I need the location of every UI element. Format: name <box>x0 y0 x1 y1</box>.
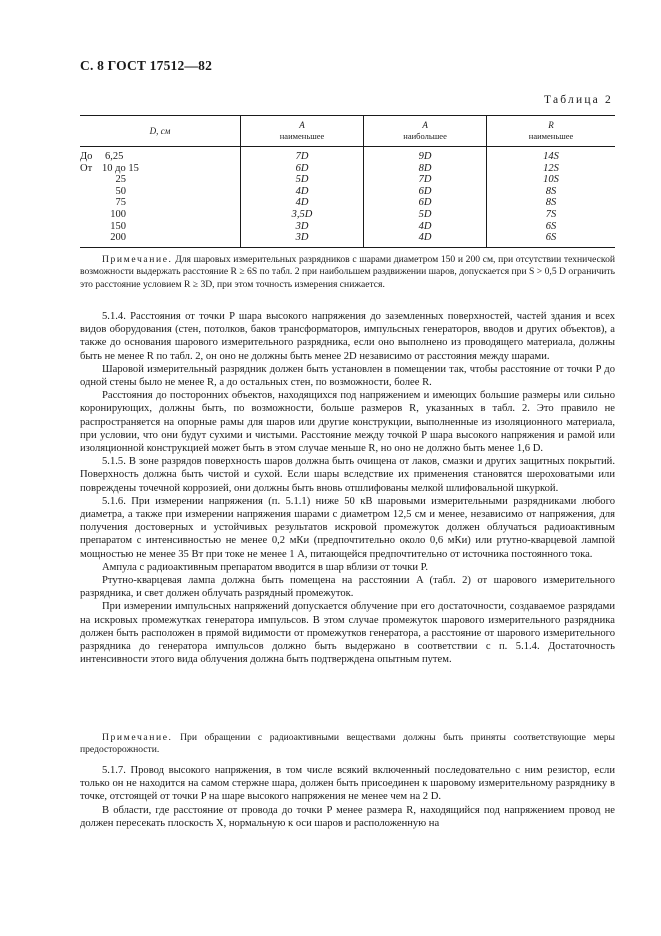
col-header-r-min-symbol: R <box>548 120 554 130</box>
cell-a-max: 5D <box>364 209 487 221</box>
col-header-a-min-sub: наименьшее <box>279 131 325 141</box>
cell-a-max: 8D <box>364 163 487 175</box>
table-row <box>80 209 615 221</box>
paragraph-impulse: При измерении импульсных напряжений допускается облучение при его достаточности, создаваемое разрядами на искровых промежутках генератора импульсов. В этом случае промежуток шарового измерительного разрядника должен быть расположен в прямой видимости от промежутков генератора, а расстояние от шарового измерительного разрядника до генератора импульсов должно быть выдержано в соответствии с п. 5.1.4. Достаточность интенсивности этого вида облучения должна быть подтверждена опытным путем. <box>80 601 615 666</box>
cell-r-min: 10S <box>487 174 615 186</box>
table-header-row <box>80 116 615 147</box>
cell-a-max: 4D <box>364 232 487 247</box>
col-header-a-max <box>364 116 487 147</box>
body-text-2 <box>80 764 615 830</box>
radioactive-note-paragraph <box>80 732 615 757</box>
cell-a-max: 9D <box>364 147 487 163</box>
cell-d-value: 100 <box>110 208 126 220</box>
body-text-1 <box>80 310 615 666</box>
page-header: С. 8 ГОСТ 17512—82 <box>80 58 213 73</box>
paragraph-5-1-6: 5.1.6. При измерении напряжения (п. 5.1.1) ниже 50 кВ шаровыми измерительными разрядниками любого диаметра, а также при измерении напряжения шарами с диаметром 12,5 см и менее, независимо от напряжения, для получения достоверных и устойчивых результатов искровой промежуток должен облучаться радиоактивным препаратом с интенсивностью не менее 0,2 мКи (предпочтительно около 0,6 мКи) или ртутно-кварцевой лампой мощностью не менее 35 Вт при токе не менее 1 А, питающейся предпочтительно от источника постоянного тока. <box>80 495 615 560</box>
cell-d <box>80 232 241 247</box>
paragraph-ampoule: Ампула с радиоактивным препаратом вводится в шар вблизи от точки P. <box>102 561 429 573</box>
cell-d-prefix: От <box>80 162 93 174</box>
cell-d <box>80 197 241 209</box>
col-header-a-min <box>241 116 364 147</box>
table-row <box>80 186 615 198</box>
cell-d-value: 6,25 <box>105 151 124 162</box>
cell-a-min: 3D <box>241 232 364 247</box>
table-label: Таблица 2 <box>544 94 613 106</box>
distance-table <box>80 115 615 248</box>
table-note-paragraph <box>80 254 615 291</box>
paragraph-5-1-4: 5.1.4. Расстояния от точки P шара высокого напряжения до заземленных поверхностей, частей здания и всех видов оборудования (стен, потолков, баков трансформаторов, импульсных генераторов, вводов и других объектов), а также до основания шарового измерительного разрядника, если оно выполнено из проводящего материала, должны быть не менее R по табл. 2, он оно не должны быть менее 2D независимо от расстояния между шарами. <box>80 311 615 362</box>
cell-d <box>80 209 241 221</box>
cell-r-min: 8S <box>487 197 615 209</box>
table-row <box>80 197 615 209</box>
cell-r-min: 14S <box>487 147 615 163</box>
cell-a-min: 6D <box>241 163 364 175</box>
cell-d-prefix: До <box>80 151 93 162</box>
paragraph-5-1-5: 5.1.5. В зоне разрядов поверхность шаров должна быть очищена от лаков, смазки и других защитных покрытий. Поверхность должна быть чистой и сухой. Если шары вследствие их применения становятся шероховатыми или повреждены точечной коррозией, они должны быть вновь отшлифованы мелкой шлифовальной шкуркой. <box>80 456 615 494</box>
cell-d <box>80 186 241 198</box>
col-header-a-min-symbol: A <box>299 120 305 130</box>
table-row <box>80 163 615 175</box>
table-row <box>80 221 615 233</box>
cell-a-min: 3D <box>241 221 364 233</box>
col-header-a-max-symbol: A <box>422 120 428 130</box>
cell-a-min: 3,5D <box>241 209 364 221</box>
col-header-r-min-sub: наименьшее <box>528 131 574 141</box>
cell-a-min: 4D <box>241 197 364 209</box>
cell-r-min: 6S <box>487 232 615 247</box>
cell-r-min: 12S <box>487 163 615 175</box>
table-note-label: Примечание. <box>102 254 173 265</box>
cell-d-value: 150 <box>110 220 126 232</box>
paragraph-5-1-7: 5.1.7. Провод высокого напряжения, в том числе всякий включенный последовательно с ним резистор, если только он не находится на самом стержне шара, должен быть присоединен к шаровому измерительному разряднику в точке, отстоящей от точки P на шаре высокого напряжения не менее чем на 2 D. <box>80 765 615 803</box>
cell-d-value: 25 <box>115 174 126 186</box>
table-note-text: Для шаровых измерительных разрядников с шарами диаметром 150 и 200 см, при отсутствии технической возможности выдержать расстояние R ≥ 6S по табл. 2 при наибольшем раздвижении шаров, допускается при S > 0,5 D ограничить это расстояние условием R ≥ 3D, при этом точность измерения снижается. <box>80 254 615 290</box>
cell-d-value: 75 <box>115 197 126 209</box>
cell-d <box>80 221 241 233</box>
col-header-d-symbol: D, см <box>149 125 171 136</box>
radioactive-note <box>80 732 615 757</box>
cell-d <box>80 163 241 175</box>
table-2 <box>80 115 615 248</box>
cell-d-value: 50 <box>115 185 126 197</box>
col-header-r-min <box>487 116 615 147</box>
radioactive-note-label: Примечание. <box>102 732 173 743</box>
cell-a-max: 6D <box>364 186 487 198</box>
cell-d-value: 200 <box>110 232 126 244</box>
table-row <box>80 147 615 163</box>
cell-a-max: 4D <box>364 221 487 233</box>
cell-d-value: 10 до 15 <box>102 162 139 174</box>
cell-a-max: 6D <box>364 197 487 209</box>
col-header-d <box>80 116 241 147</box>
paragraph-wire-region: В области, где расстояние от провода до точки P менее размера R, находящийся под напряжением провод не должен пересекать плоскость X, нормальную к оси шаров и расположенную на <box>80 804 615 829</box>
cell-r-min: 8S <box>487 186 615 198</box>
cell-a-max: 7D <box>364 174 487 186</box>
cell-a-min: 7D <box>241 147 364 163</box>
paragraph-lamp: Ртутно-кварцевая лампа должна быть помещена на расстоянии A (табл. 2) от шарового измерительного разрядника, и свет должен облучать разрядный промежуток. <box>80 575 615 600</box>
cell-d <box>80 147 241 163</box>
col-header-a-max-sub: наибольшее <box>403 131 447 141</box>
paragraph-foreign-objects: Расстояния до посторонних объектов, находящихся под напряжением и имеющих большие размеры или сильно коронирующих, должны быть, по возможности, больше размеров R, указанных в табл. 2. Это правило не распространяется на опорные рамы для шаров или другие конструкции, выполненные из изоляционного материала, при условии, что они будут сухими и чистыми. Расстояние между точкой P шара высокого напряжения и рамой или изоляционной конструкцией может быть в этом случае меньше R, но оно не должно быть менее 1,6 D. <box>80 390 615 455</box>
paragraph-placement: Шаровой измерительный разрядник должен быть установлен в помещении так, чтобы расстояние от точки P до одной стены было не менее R, а до остальных стен, по возможности, более R. <box>80 363 615 389</box>
table-row <box>80 232 615 247</box>
cell-a-min: 4D <box>241 186 364 198</box>
cell-r-min: 6S <box>487 221 615 233</box>
cell-r-min: 7S <box>487 209 615 221</box>
table-row <box>80 174 615 186</box>
radioactive-note-text: При обращении с радиоактивными веществами должны быть приняты соответствующие меры предосторожности. <box>80 732 615 756</box>
table-note <box>80 254 615 291</box>
cell-a-min: 5D <box>241 174 364 186</box>
cell-d <box>80 174 241 186</box>
